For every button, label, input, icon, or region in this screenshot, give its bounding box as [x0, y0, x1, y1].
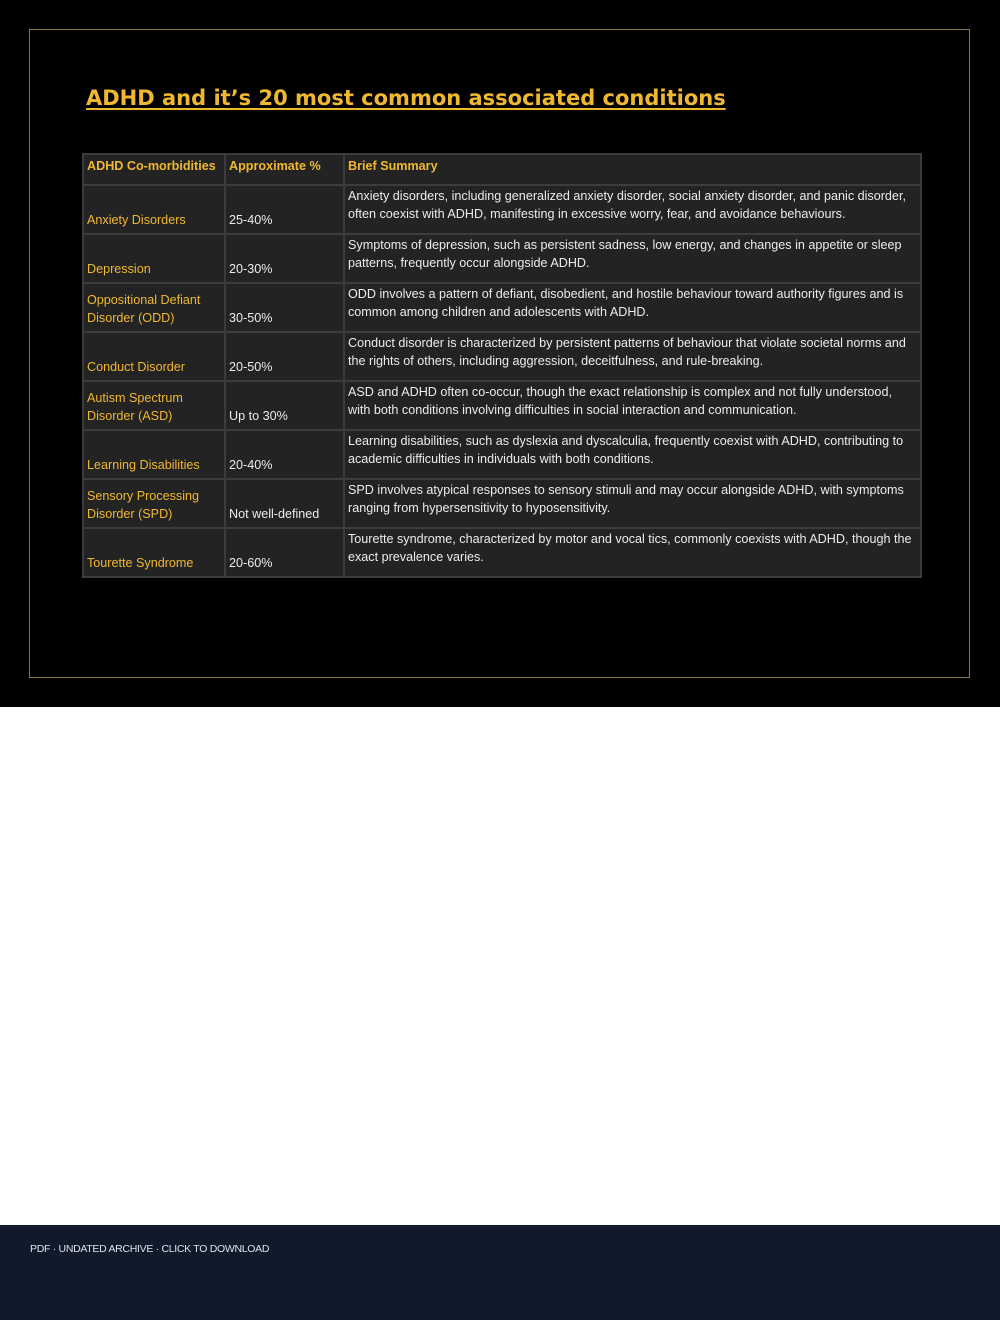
table-row [84, 431, 920, 478]
footer-bar [0, 1225, 1000, 1320]
summary-cell: Learning disabilities, such as dyslexia and dyscalculia, frequently coexist with ADHD, contributing to academic difficulties in individuals with both conditions. [345, 431, 920, 478]
table-row [84, 529, 920, 576]
summary-cell: Tourette syndrome, characterized by motor and vocal tics, commonly coexists with ADHD, though the exact prevalence varies. [345, 529, 920, 576]
summary-cell: Symptoms of depression, such as persistent sadness, low energy, and changes in appetite or sleep patterns, frequently occur alongside ADHD. [345, 235, 920, 282]
percent-cell: 20-30% [226, 235, 343, 282]
percent-cell: Up to 30% [226, 382, 343, 429]
condition-cell: Anxiety Disorders [84, 186, 224, 233]
comorbidities-table-container [82, 153, 916, 578]
condition-cell: Conduct Disorder [84, 333, 224, 380]
condition-cell: Autism Spectrum Disorder (ASD) [84, 382, 224, 429]
summary-cell: ASD and ADHD often co-occur, though the exact relationship is complex and not fully understood, with both conditions involving difficulties in social interaction and communication. [345, 382, 920, 429]
slide-title: ADHD and it’s 20 most common associated conditions [86, 86, 726, 110]
column-header-percent: Approximate % [226, 155, 343, 184]
table-row [84, 284, 920, 331]
summary-cell: ODD involves a pattern of defiant, disobedient, and hostile behaviour toward authority figures and is common among children and adolescents with ADHD. [345, 284, 920, 331]
percent-cell: 20-50% [226, 333, 343, 380]
condition-cell: Oppositional Defiant Disorder (ODD) [84, 284, 224, 331]
table-row [84, 382, 920, 429]
table-row [84, 186, 920, 233]
table-row [84, 480, 920, 527]
download-pdf-link[interactable]: PDF · UNDATED ARCHIVE · CLICK TO DOWNLOAD [30, 1243, 270, 1255]
condition-cell: Learning Disabilities [84, 431, 224, 478]
summary-cell: Anxiety disorders, including generalized anxiety disorder, social anxiety disorder, and panic disorder, often coexist with ADHD, manifesting in excessive worry, fear, and avoidance behaviours. [345, 186, 920, 233]
percent-cell: 20-60% [226, 529, 343, 576]
summary-cell: SPD involves atypical responses to sensory stimuli and may occur alongside ADHD, with symptoms ranging from hypersensitivity to hyposensitivity. [345, 480, 920, 527]
table-row [84, 235, 920, 282]
comorbidities-table [82, 153, 922, 578]
condition-cell: Depression [84, 235, 224, 282]
percent-cell: Not well-defined [226, 480, 343, 527]
percent-cell: 20-40% [226, 431, 343, 478]
condition-cell: Sensory Processing Disorder (SPD) [84, 480, 224, 527]
column-header-summary: Brief Summary [345, 155, 920, 184]
summary-cell: Conduct disorder is characterized by persistent patterns of behaviour that violate societal norms and the rights of others, including aggression, deceitfulness, and rule-breaking. [345, 333, 920, 380]
table-header-row [84, 155, 920, 184]
column-header-comorbidities: ADHD Co-morbidities [84, 155, 224, 184]
percent-cell: 25-40% [226, 186, 343, 233]
table-row [84, 333, 920, 380]
percent-cell: 30-50% [226, 284, 343, 331]
condition-cell: Tourette Syndrome [84, 529, 224, 576]
